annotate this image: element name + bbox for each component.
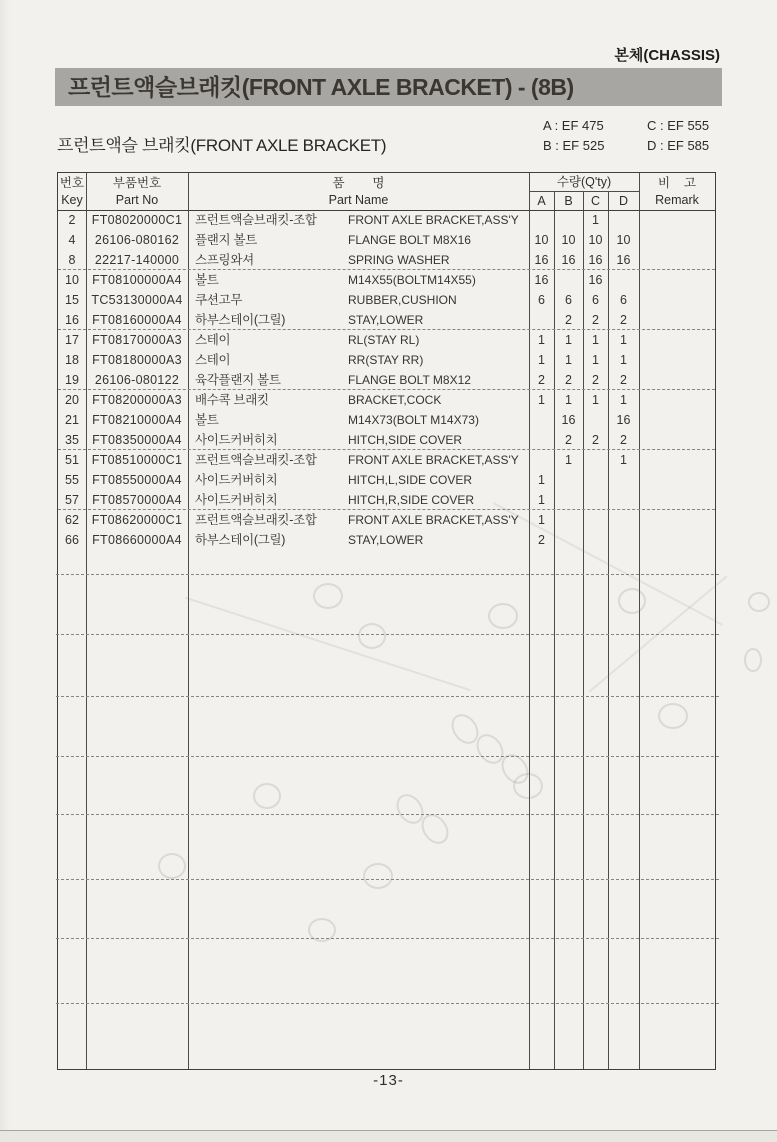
table-row [58, 350, 715, 370]
part-name-cell [188, 490, 529, 510]
qty-cell-a: 16 [534, 253, 549, 267]
qty-cell-d: 2 [620, 373, 627, 387]
qty-cell-b [554, 510, 583, 530]
remark-cell [639, 450, 715, 470]
part-name-en: HITCH,L,SIDE COVER [348, 473, 473, 487]
part-name-cell [188, 390, 529, 410]
key-cell: 4 [68, 233, 76, 247]
qty-cell-a: 1 [538, 493, 545, 507]
part-name-cell [188, 310, 529, 330]
header-remark-ko: 비 고 [657, 175, 697, 190]
header-qty-d: D [618, 194, 629, 208]
qty-cell-c: 1 [592, 333, 599, 347]
qty-cell-b [554, 490, 583, 510]
table-row [58, 490, 715, 510]
part-no-cell: FT08180000A3 [92, 353, 182, 367]
empty-row-separator [56, 814, 719, 815]
header-part-name-ko: 품 명 [332, 175, 385, 190]
qty-cell-a: 1 [538, 393, 545, 407]
part-name-cell [188, 350, 529, 370]
qty-cell-d: 6 [620, 293, 627, 307]
key-cell: 10 [65, 273, 79, 287]
qty-cell-c [583, 510, 608, 530]
remark-cell [639, 370, 715, 390]
header-part-no [86, 173, 188, 210]
part-name-en: FRONT AXLE BRACKET,ASS'Y [348, 513, 519, 527]
qty-cell-a: 6 [538, 293, 545, 307]
part-name-ko: 스테이 [195, 353, 231, 367]
part-no-cell: FT08200000A3 [92, 393, 182, 407]
part-no-cell: FT08100000A4 [92, 273, 182, 287]
page-subtitle: 프런트액슬 브래킷(FRONT AXLE BRACKET) [57, 136, 387, 155]
table-row [58, 470, 715, 490]
table-row [58, 330, 715, 350]
key-cell: 62 [65, 513, 79, 527]
qty-cell-c: 10 [588, 233, 603, 247]
part-name-ko: 육각플랜지 볼트 [195, 373, 281, 387]
part-name-ko: 쿠션고무 [195, 293, 243, 307]
part-name-cell [188, 450, 529, 470]
model-code-c: C : EF 555 [647, 118, 710, 133]
part-name-cell [188, 230, 529, 250]
table-row [58, 230, 715, 250]
key-cell: 35 [65, 433, 79, 447]
qty-cell-d: 1 [620, 393, 627, 407]
part-name-ko: 프런트액슬브래킷-조합 [195, 513, 317, 527]
table-row [58, 310, 715, 330]
table-row [58, 410, 715, 430]
table-row [58, 250, 715, 270]
page-banner [55, 68, 722, 106]
part-no-cell: FT08210000A4 [92, 413, 182, 427]
qty-cell-c: 16 [588, 253, 603, 267]
part-name-cell [188, 290, 529, 310]
qty-cell-b: 10 [561, 233, 576, 247]
part-name-en: FLANGE BOLT M8X12 [348, 373, 471, 387]
qty-cell-b: 1 [565, 393, 572, 407]
remark-cell [639, 290, 715, 310]
part-no-cell: FT08660000A4 [92, 533, 182, 547]
part-name-en: HITCH,R,SIDE COVER [348, 493, 475, 507]
header-part-name [188, 173, 529, 210]
header-part-name-en: Part Name [328, 192, 389, 207]
qty-cell-b: 6 [565, 293, 572, 307]
part-name-cell [188, 530, 529, 550]
key-cell: 17 [65, 333, 79, 347]
part-no-cell: FT08570000A4 [92, 493, 182, 507]
part-name-en: HITCH,SIDE COVER [348, 433, 463, 447]
part-name-cell [188, 270, 529, 290]
qty-cell-d: 2 [620, 433, 627, 447]
qty-cell-c: 16 [588, 273, 603, 287]
table-header [58, 173, 715, 211]
table-row [58, 270, 715, 290]
key-cell: 55 [65, 473, 79, 487]
part-name-ko: 배수콕 브래킷 [195, 393, 269, 407]
qty-cell-b: 16 [561, 413, 576, 427]
part-name-en: M14X55(BOLTM14X55) [348, 273, 476, 287]
showthrough-ghost-margin [744, 648, 762, 672]
header-qty-b: B [564, 194, 573, 208]
empty-row-separator [56, 634, 719, 635]
header-remark [639, 173, 715, 210]
part-no-cell: FT08510000C1 [91, 453, 183, 467]
table-row [58, 370, 715, 390]
part-no-cell: 22217-140000 [94, 253, 180, 267]
remark-cell [639, 210, 715, 230]
part-name-ko: 하부스테이(그릴) [195, 533, 286, 547]
qty-cell-b: 1 [565, 353, 572, 367]
part-name-en: FLANGE BOLT M8X16 [348, 233, 471, 247]
header-part-no-ko: 부품번호 [112, 175, 162, 190]
part-name-ko: 볼트 [195, 413, 219, 427]
qty-cell-a: 1 [538, 333, 545, 347]
remark-cell [639, 350, 715, 370]
part-no-cell: 26106-080122 [94, 373, 180, 387]
table-row [58, 430, 715, 450]
part-name-en: RL(STAY RL) [348, 333, 420, 347]
qty-cell-c: 2 [592, 313, 599, 327]
part-name-ko: 스프링와셔 [195, 253, 254, 267]
page-number: -13- [373, 1072, 404, 1089]
qty-cell-d: 1 [620, 453, 627, 467]
key-cell: 8 [68, 253, 76, 267]
qty-cell-c: 1 [592, 213, 599, 227]
part-no-cell: FT08550000A4 [92, 473, 182, 487]
qty-cell-a: 1 [538, 473, 545, 487]
qty-cell-a [529, 410, 554, 430]
key-cell: 19 [65, 373, 79, 387]
remark-cell [639, 390, 715, 410]
qty-cell-c: 1 [592, 393, 599, 407]
key-cell: 16 [65, 313, 79, 327]
qty-cell-a: 1 [538, 353, 545, 367]
qty-cell-b: 16 [561, 253, 576, 267]
qty-cell-d [608, 210, 639, 230]
part-no-cell: FT08350000A4 [92, 433, 182, 447]
showthrough-ghost-margin [748, 592, 770, 612]
qty-cell-a: 10 [534, 233, 549, 247]
qty-cell-b: 2 [565, 373, 572, 387]
qty-cell-c [583, 490, 608, 510]
qty-cell-d: 16 [616, 413, 631, 427]
header-key [58, 173, 86, 210]
qty-cell-d: 16 [616, 253, 631, 267]
qty-cell-a [529, 210, 554, 230]
empty-row-separator [56, 1003, 719, 1004]
model-code-d: D : EF 585 [647, 138, 710, 153]
key-cell: 18 [65, 353, 79, 367]
header-qty-c: C [590, 194, 601, 208]
remark-cell [639, 310, 715, 330]
scan-edge [0, 1130, 777, 1142]
part-no-cell: FT08620000C1 [91, 513, 183, 527]
part-name-ko: 하부스테이(그릴) [195, 313, 286, 327]
header-qty-a: A [537, 194, 546, 208]
remark-cell [639, 430, 715, 450]
qty-cell-d: 1 [620, 333, 627, 347]
part-name-ko: 프런트액슬브래킷-조합 [195, 453, 317, 467]
header-part-no-en: Part No [115, 192, 159, 207]
qty-cell-b: 1 [565, 333, 572, 347]
header-key-ko: 번호 [59, 175, 85, 190]
remark-cell [639, 510, 715, 530]
qty-cell-a: 1 [538, 513, 545, 527]
qty-cell-d: 10 [616, 233, 631, 247]
part-name-en: RR(STAY RR) [348, 353, 424, 367]
header-qty-ko: 수량(Q'ty) [529, 173, 639, 192]
part-name-ko: 사이드커버히치 [195, 473, 278, 487]
qty-cell-d: 1 [620, 353, 627, 367]
qty-cell-a [529, 310, 554, 330]
remark-cell [639, 230, 715, 250]
part-name-en: FRONT AXLE BRACKET,ASS'Y [348, 213, 519, 227]
part-name-en: BRACKET,COCK [348, 393, 442, 407]
part-name-ko: 볼트 [195, 273, 219, 287]
part-name-ko: 사이드커버히치 [195, 493, 278, 507]
part-no-cell: FT08020000C1 [91, 213, 183, 227]
part-name-en: FRONT AXLE BRACKET,ASS'Y [348, 453, 519, 467]
part-name-cell [188, 510, 529, 530]
part-name-en: STAY,LOWER [348, 533, 424, 547]
table-row [58, 390, 715, 410]
part-no-cell: FT08160000A4 [92, 313, 182, 327]
header-remark-en: Remark [655, 192, 699, 207]
part-name-ko: 스테이 [195, 333, 231, 347]
empty-row-separator [56, 756, 719, 757]
remark-cell [639, 410, 715, 430]
key-cell: 20 [65, 393, 79, 407]
qty-cell-a: 2 [538, 533, 545, 547]
part-name-cell [188, 430, 529, 450]
qty-cell-d [608, 470, 639, 490]
part-name-en: RUBBER,CUSHION [348, 293, 457, 307]
part-name-cell [188, 210, 529, 230]
banner-title: 프런트액슬브래킷(FRONT AXLE BRACKET) - (8B) [68, 74, 574, 100]
remark-cell [639, 470, 715, 490]
table-row [58, 510, 715, 530]
remark-cell [639, 490, 715, 510]
empty-row-separator [56, 574, 719, 575]
table-row [58, 210, 715, 230]
model-code-a: A : EF 475 [543, 118, 604, 133]
qty-cell-c [583, 530, 608, 550]
qty-cell-c [583, 410, 608, 430]
empty-row-separator [56, 938, 719, 939]
qty-cell-c [583, 470, 608, 490]
part-no-cell: FT08170000A3 [92, 333, 182, 347]
qty-cell-c: 1 [592, 353, 599, 367]
part-name-cell [188, 370, 529, 390]
empty-row-separator [56, 696, 719, 697]
qty-cell-d [608, 490, 639, 510]
model-code-b: B : EF 525 [543, 138, 605, 153]
qty-cell-c: 2 [592, 433, 599, 447]
key-cell: 66 [65, 533, 79, 547]
key-cell: 15 [65, 293, 79, 307]
part-name-en: M14X73(BOLT M14X73) [348, 413, 479, 427]
header-qty [529, 173, 639, 210]
key-cell: 21 [65, 413, 79, 427]
section-label: 본체(CHASSIS) [614, 47, 720, 64]
qty-cell-d: 2 [620, 313, 627, 327]
part-no-cell: 26106-080162 [94, 233, 180, 247]
model-code-legend [543, 118, 709, 158]
part-name-cell [188, 470, 529, 490]
remark-cell [639, 330, 715, 350]
qty-cell-a: 16 [534, 273, 549, 287]
table-row [58, 290, 715, 310]
qty-cell-d [608, 530, 639, 550]
key-cell: 57 [65, 493, 79, 507]
part-name-ko: 프런트액슬브래킷-조합 [195, 213, 317, 227]
part-name-en: STAY,LOWER [348, 313, 424, 327]
qty-cell-b: 2 [565, 313, 572, 327]
header-key-en: Key [61, 192, 83, 207]
qty-cell-a [529, 450, 554, 470]
remark-cell [639, 250, 715, 270]
qty-cell-a [529, 430, 554, 450]
qty-cell-a: 2 [538, 373, 545, 387]
qty-cell-c: 2 [592, 373, 599, 387]
key-cell: 51 [65, 453, 79, 467]
part-name-ko: 사이드커버히치 [195, 433, 278, 447]
qty-cell-b: 1 [565, 453, 572, 467]
qty-cell-b [554, 470, 583, 490]
qty-cell-c [583, 450, 608, 470]
qty-cell-b [554, 210, 583, 230]
parts-table [57, 172, 716, 1070]
qty-cell-c: 6 [592, 293, 599, 307]
part-no-cell: TC53130000A4 [91, 293, 183, 307]
table-row [58, 530, 715, 550]
key-cell: 2 [68, 213, 76, 227]
header-qty-columns [529, 192, 639, 210]
qty-cell-d [608, 270, 639, 290]
table-body [58, 210, 715, 550]
part-name-cell [188, 330, 529, 350]
part-name-en: SPRING WASHER [348, 253, 450, 267]
qty-cell-d [608, 510, 639, 530]
qty-cell-b: 2 [565, 433, 572, 447]
table-row [58, 450, 715, 470]
part-name-cell [188, 250, 529, 270]
remark-cell [639, 530, 715, 550]
qty-cell-b [554, 270, 583, 290]
part-name-ko: 플랜지 볼트 [195, 233, 258, 247]
remark-cell [639, 270, 715, 290]
part-name-cell [188, 410, 529, 430]
